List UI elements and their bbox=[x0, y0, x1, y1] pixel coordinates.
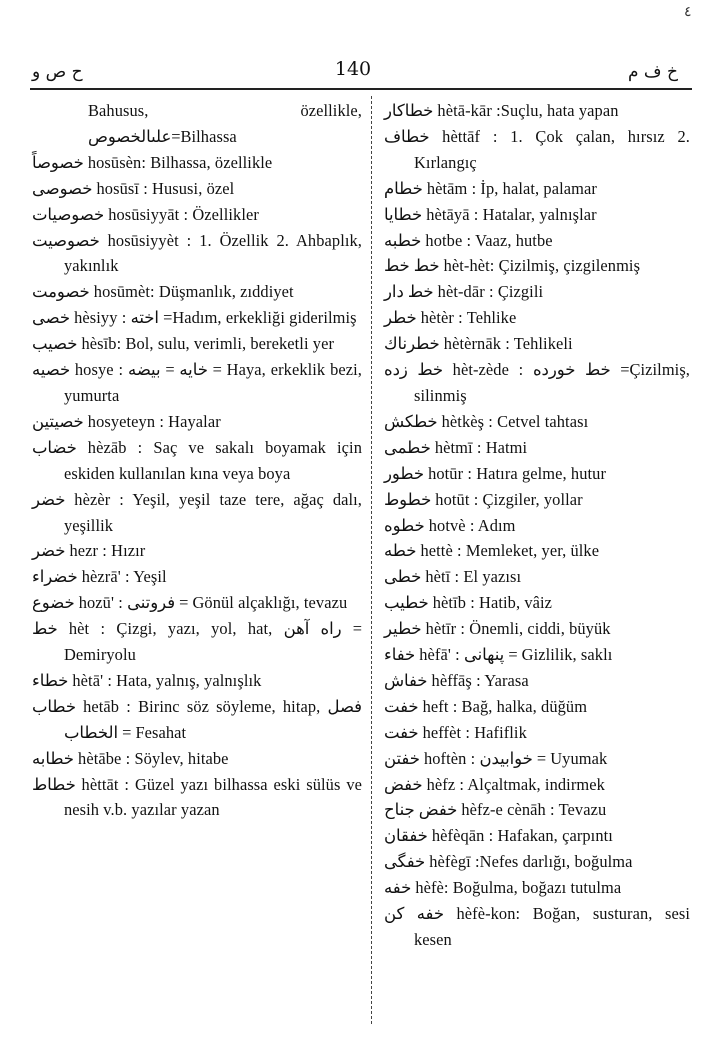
dictionary-entry: خطى hètī : El yazısı bbox=[384, 567, 522, 587]
dictionary-entry: خضر hèzèr : Yeşil, yeşil taze tere, ağaç dalı, yeşillik bbox=[32, 489, 362, 535]
corner-mark: ٤ bbox=[684, 4, 692, 20]
dictionary-entry: خفض hèfz : Alçaltmak, indirmek bbox=[384, 774, 605, 794]
dictionary-entry: خطبه hotbe : Vaaz, hutbe bbox=[384, 230, 553, 250]
dictionary-entry: خضراء hèzrā' : Yeşil bbox=[32, 567, 167, 587]
dictionary-entry: خصوصاً hosūsèn: Bilhassa, özellikle bbox=[32, 152, 273, 172]
dictionary-entry: خط خط hèt-hèt: Çizilmiş, çizgilenmiş bbox=[384, 256, 641, 276]
dictionary-entry: خطوه hotvè : Adım bbox=[384, 515, 516, 535]
right-column bbox=[384, 98, 690, 953]
dictionary-entry: خطر hètèr : Tehlike bbox=[384, 308, 517, 328]
dictionary-entry: خطاكار hètā-kār :Suçlu, hata yapan bbox=[384, 101, 619, 120]
dictionary-entry: خطايا hètāyā : Hatalar, yalnışlar bbox=[384, 204, 597, 224]
dictionary-entry: خفقان hèfèqān : Hafakan, çarpıntı bbox=[384, 826, 613, 846]
dictionary-entry: خطرناك hètèrnāk : Tehlikeli bbox=[384, 334, 573, 354]
header-left-letters: ح ص و bbox=[32, 62, 83, 82]
dictionary-entry: خط زده hèt-zède : خط خورده =Çizilmiş, silinmiş bbox=[384, 360, 691, 405]
dictionary-entry: خطير hètīr : Önemli, ciddi, büyük bbox=[384, 619, 611, 639]
dictionary-entry: خط hèt : Çizgi, yazı, yol, hat, راه آهن = Demiryolu bbox=[32, 619, 362, 665]
header-right-letters: خ ف م bbox=[628, 62, 678, 82]
dictionary-entry: خطاء hètā' : Hata, yalnış, yalnışlık bbox=[32, 670, 262, 690]
dictionary-entry: خصيب hèsīb: Bol, sulu, verimli, bereketli yer bbox=[32, 334, 335, 354]
dictionary-entry: خفت heffèt : Hafiflik bbox=[384, 722, 527, 742]
dictionary-entry: خفگى hèfègī :Nefes darlığı, boğulma bbox=[384, 852, 633, 872]
page-header bbox=[0, 58, 706, 88]
dictionary-entry: خفه كن hèfè-kon: Boğan, susturan, sesi kesen bbox=[384, 904, 691, 949]
column-divider bbox=[371, 96, 372, 1024]
dictionary-entry: خطاف hèttāf : 1. Çok çalan, hırsız 2. Kırlangıç bbox=[384, 126, 690, 172]
dictionary-entry: خطاط hèttāt : Güzel yazı bilhassa eski sülüs ve nesih v.b. yazılar yazan bbox=[32, 774, 362, 820]
dictionary-entry: خطابه hètābe : Söylev, hitabe bbox=[32, 748, 229, 768]
dictionary-entry: خصى hèsiyy : اخته =Hadım, erkekliği giderilmiş bbox=[32, 308, 357, 328]
dictionary-entry: خطيب hètīb : Hatib, vâiz bbox=[384, 593, 553, 613]
dictionary-entry: خفاء hèfā' : پنهانى = Gizlilik, saklı bbox=[384, 645, 613, 665]
dictionary-entry: خطكش hètkèş : Cetvel tahtası bbox=[384, 411, 589, 431]
dictionary-entry: خصيتين hosyeteyn : Hayalar bbox=[32, 411, 221, 431]
dictionary-entry: خصوصيت hosūsiyyèt : 1. Özellik 2. Ahbaplık, yakınlık bbox=[32, 230, 362, 276]
dictionary-entry: خفض جناح hèfz-e cènāh : Tevazu bbox=[384, 800, 607, 820]
dictionary-entry: خطور hotūr : Hatıra gelme, hutur bbox=[384, 463, 607, 483]
dictionary-entry: خفه hèfè: Boğulma, boğazı tutulma bbox=[384, 878, 622, 898]
dictionary-entry: خط دار hèt-dār : Çizgili bbox=[384, 282, 544, 302]
dictionary-entry: خصوصيات hosūsiyyāt : Özellikler bbox=[32, 204, 259, 224]
dictionary-entry: خطوط hotūt : Çizgiler, yollar bbox=[384, 489, 583, 509]
dictionary-entry: خضوع hozū' : فروتنى = Gönül alçaklığı, tevazu bbox=[32, 593, 348, 613]
dictionary-entry: خطاب hetāb : Birinc söz söyleme, hitap, فصل الخطاب = Fesahat bbox=[32, 696, 362, 742]
dictionary-entry: خفاش hèffāş : Yarasa bbox=[384, 670, 529, 690]
dictionary-entry: خطمى hètmī : Hatmi bbox=[384, 437, 528, 457]
dictionary-entry: خطام hètām : İp, halat, palamar bbox=[384, 178, 597, 198]
dictionary-entry: خضر hezr : Hızır bbox=[32, 541, 146, 561]
dictionary-entry: خطه hettè : Memleket, yer, ülke bbox=[384, 541, 600, 561]
dictionary-entry: خفت heft : Bağ, halka, düğüm bbox=[384, 696, 588, 716]
dictionary-entry: Bahusus, özellikle, علىالخصوص=Bilhassa bbox=[88, 101, 362, 146]
page-number: 140 bbox=[334, 58, 372, 80]
header-rule bbox=[30, 88, 692, 90]
dictionary-entry: خصومت hosūmèt: Düşmanlık, zıddiyet bbox=[32, 282, 294, 302]
dictionary-entry: خضاب hèzāb : Saç ve sakalı boyamak için eskiden kullanılan kına veya boya bbox=[32, 437, 362, 483]
dictionary-entry: خصيه hosye : خايه = بيضه = Haya, erkeklik bezi, yumurta bbox=[32, 360, 362, 405]
dictionary-entry: خفتن hoftèn : خوابيدن = Uyumak bbox=[384, 748, 608, 768]
left-column bbox=[32, 98, 362, 823]
dictionary-entry: خصوصى hosūsī : Hususi, özel bbox=[32, 178, 235, 198]
